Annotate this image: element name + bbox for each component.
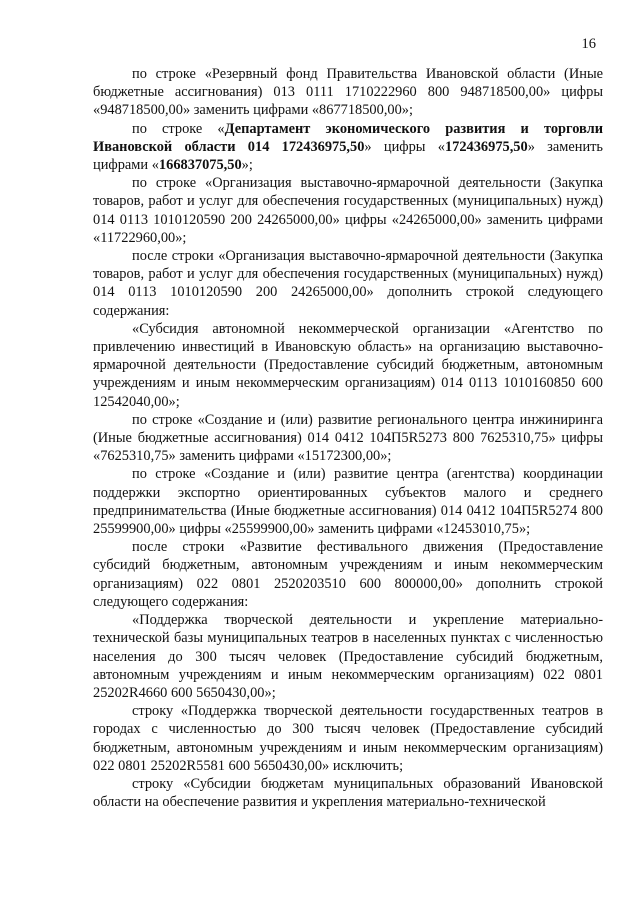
text-segment: по строке «Организация выставочно-ярмарочной деятельности (Закупка товаров, работ и услуг для обеспечения государственных (муниципальных) нужд) 014 0113 1010120590 200 24265000,00» цифры «24265000,00» заменить цифрами «11722960,00»; (93, 175, 603, 246)
paragraph (93, 775, 603, 811)
text-segment: строку «Субсидии бюджетам муниципальных образований Ивановской области на обеспечение развития и укрепления материально-технической (93, 775, 603, 811)
paragraph (93, 320, 603, 411)
paragraph (93, 611, 603, 702)
paragraph (93, 702, 603, 775)
text-segment: по строке «Создание и (или) развитие регионального центра инжиниринга (Иные бюджетные ассигнования) 014 0412 104П5R5273 800 7625310,75» цифры «7625310,75» заменить цифрами «15172300,00»; (93, 411, 603, 465)
text-segment: «Поддержка творческой деятельности и укрепление материально-технической базы муниципальных театров в населенных пунктах с численностью населения до 300 тысяч человек (Предоставление субсидий бюджетным, автономным учреждениям и иным некоммерческим организациям) 022 0801 25202R4660 600 5650430,00»; (93, 612, 603, 701)
text-segment: «Субсидия автономной некоммерческой организации «Агентство по привлечению инвестиций в Ивановскую область» на организацию выставочно-ярмарочной деятельности (Предоставление субсидий бюджетным, автономным учреждениям и иным некоммерческим организациям) 014 0113 1010160850 600 12542040,00»; (93, 320, 603, 410)
page-number: 16 (581, 36, 596, 52)
text-segment: » цифры « (364, 138, 445, 155)
bold-text: 166837075,50 (158, 157, 242, 174)
bold-text: Департамент экономического развития и торговли Ивановской области 014 172436975,50 (93, 120, 603, 155)
bold-text: 172436975,50 (444, 138, 528, 155)
paragraph (93, 65, 603, 120)
text-segment: строку «Поддержка творческой деятельности государственных театров в городах с численностью до 300 тысяч человек (Предоставление субсидий бюджетным, автономным учреждениям и иным некоммерческим организациям) 022 0801 25202R5581 600 5650430,00» исключить; (93, 703, 603, 774)
text-segment: по строке «Создание и (или) развитие центра (агентства) координации поддержки экспортно ориентированных субъектов малого и среднего предпринимательства (Иные бюджетные ассигнования) 014 0412 104П5R5274 800 25599900,00» цифры «25599900,00» заменить цифрами «12453010,75»; (93, 466, 603, 538)
paragraph (93, 247, 603, 320)
text-segment: »; (241, 157, 253, 174)
text-segment: по строке «Резервный фонд Правительства Ивановской области (Иные бюджетные ассигнования) 013 0111 1710222960 800 948718500,00» цифры «948718500,00» заменить цифрами «867718500,00»; (93, 66, 603, 119)
paragraph (93, 465, 603, 538)
paragraph (93, 120, 603, 175)
text-segment: по строке « (132, 120, 225, 137)
text-segment: » заменить цифрами « (93, 138, 603, 174)
paragraph (93, 538, 603, 611)
document-body (93, 65, 603, 811)
text-segment: после строки «Развитие фестивального движения (Предоставление субсидий бюджетным, автономным учреждениям и иным некоммерческим организациям) 022 0801 2520203510 600 800000,00» дополнить строкой следующего содержания: (93, 539, 603, 610)
paragraph (93, 174, 603, 247)
text-segment: после строки «Организация выставочно-ярмарочной деятельности (Закупка товаров, работ и услуг для обеспечения государственных (муниципальных) нужд) 014 0113 1010120590 200 24265000,00» дополнить строкой следующего содержания: (93, 248, 603, 319)
paragraph (93, 411, 603, 466)
